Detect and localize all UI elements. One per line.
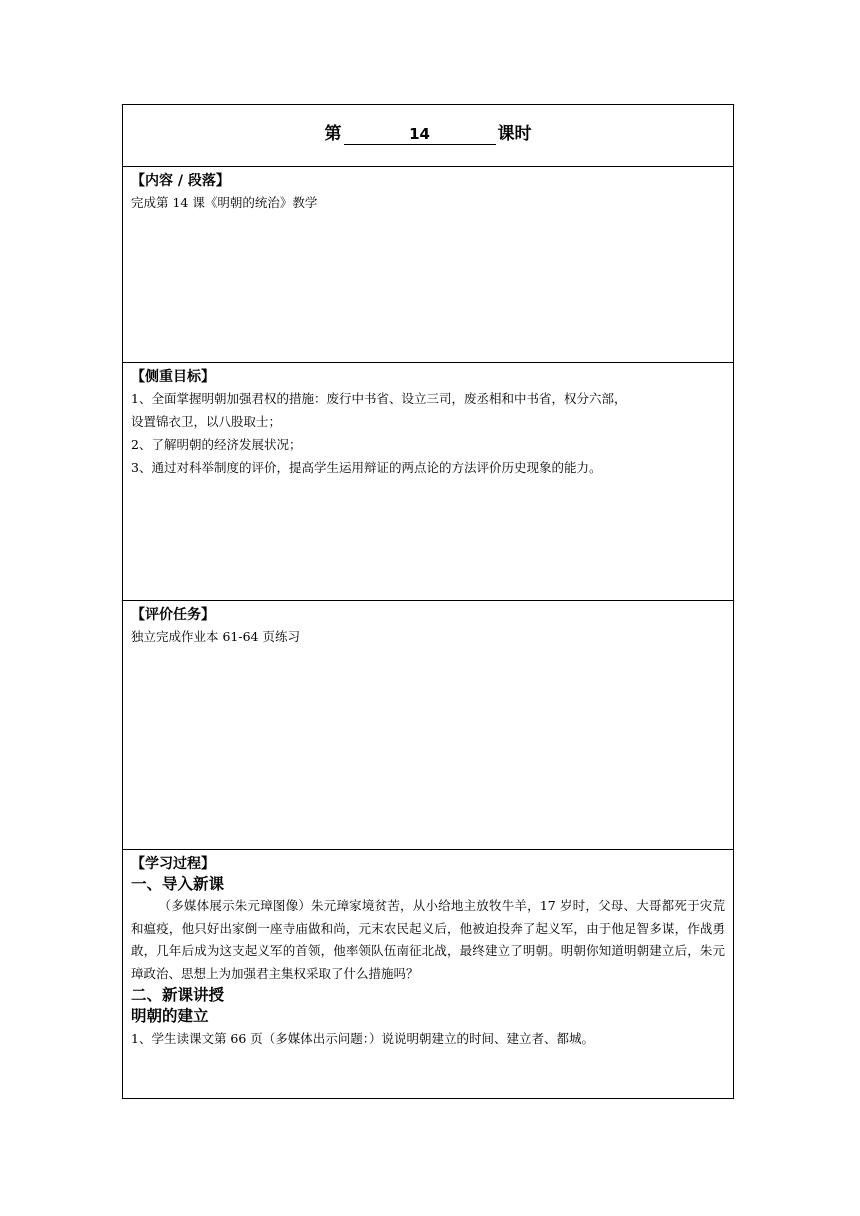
goal-line: 1、全面掌握明朝加强君权的措施：废行中书省、设立三司，废丞相和中书省，权分六部， [131, 391, 627, 406]
goals-section [123, 363, 733, 601]
lesson-title-prefix: 第 [324, 124, 342, 144]
goal-line: 2、了解明朝的经济发展状况； [131, 437, 302, 452]
content-text: 完成第 14 课《明朝的统治》教学 [131, 195, 318, 210]
goal-line: 3、通过对科举制度的评价，提高学生运用辩证的两点论的方法评价历史现象的能力。 [131, 460, 602, 475]
goals-heading: 【侧重目标】 [131, 369, 215, 385]
lesson-plan-table [122, 104, 734, 1099]
ming-founding-heading: 明朝的建立 [131, 1007, 209, 1025]
tasks-heading: 【评价任务】 [131, 607, 215, 623]
lesson-title-suffix: 课时 [497, 124, 532, 144]
content-heading: 【内容 / 段落】 [131, 173, 230, 189]
process-section [123, 850, 733, 1098]
intro-paragraph: （多媒体展示朱元璋图像）朱元璋家境贫苦，从小给地主放牧牛羊，17 岁时，父母、大哥都死于灾荒和瘟疫，他只好出家倒一座寺庙做和尚，元末农民起义后，他被迫投奔了起义军，由于他足智多谋，作战勇敢，几年后成为这支起义军的首领，他率领队伍南征北战，最终建立了明朝。明朝你知道明朝建立后，朱元璋政治、思想上为加强君主集权采取了什么措施吗？ [131, 898, 725, 981]
new-lesson-heading: 二、新课讲授 [131, 986, 225, 1004]
content-section [123, 167, 733, 363]
process-heading: 【学习过程】 [131, 856, 215, 872]
process-item: 1、学生读课文第 66 页（多媒体出示问题：）说说明朝建立的时间、建立者、都城。 [131, 1031, 595, 1046]
lesson-title-row [123, 105, 733, 167]
lesson-number: 14 [344, 124, 496, 145]
goal-line: 设置锦衣卫，以八股取士； [131, 414, 282, 429]
tasks-section [123, 601, 733, 850]
tasks-text: 独立完成作业本 61-64 页练习 [131, 629, 300, 644]
intro-heading: 一、导入新课 [131, 875, 225, 893]
